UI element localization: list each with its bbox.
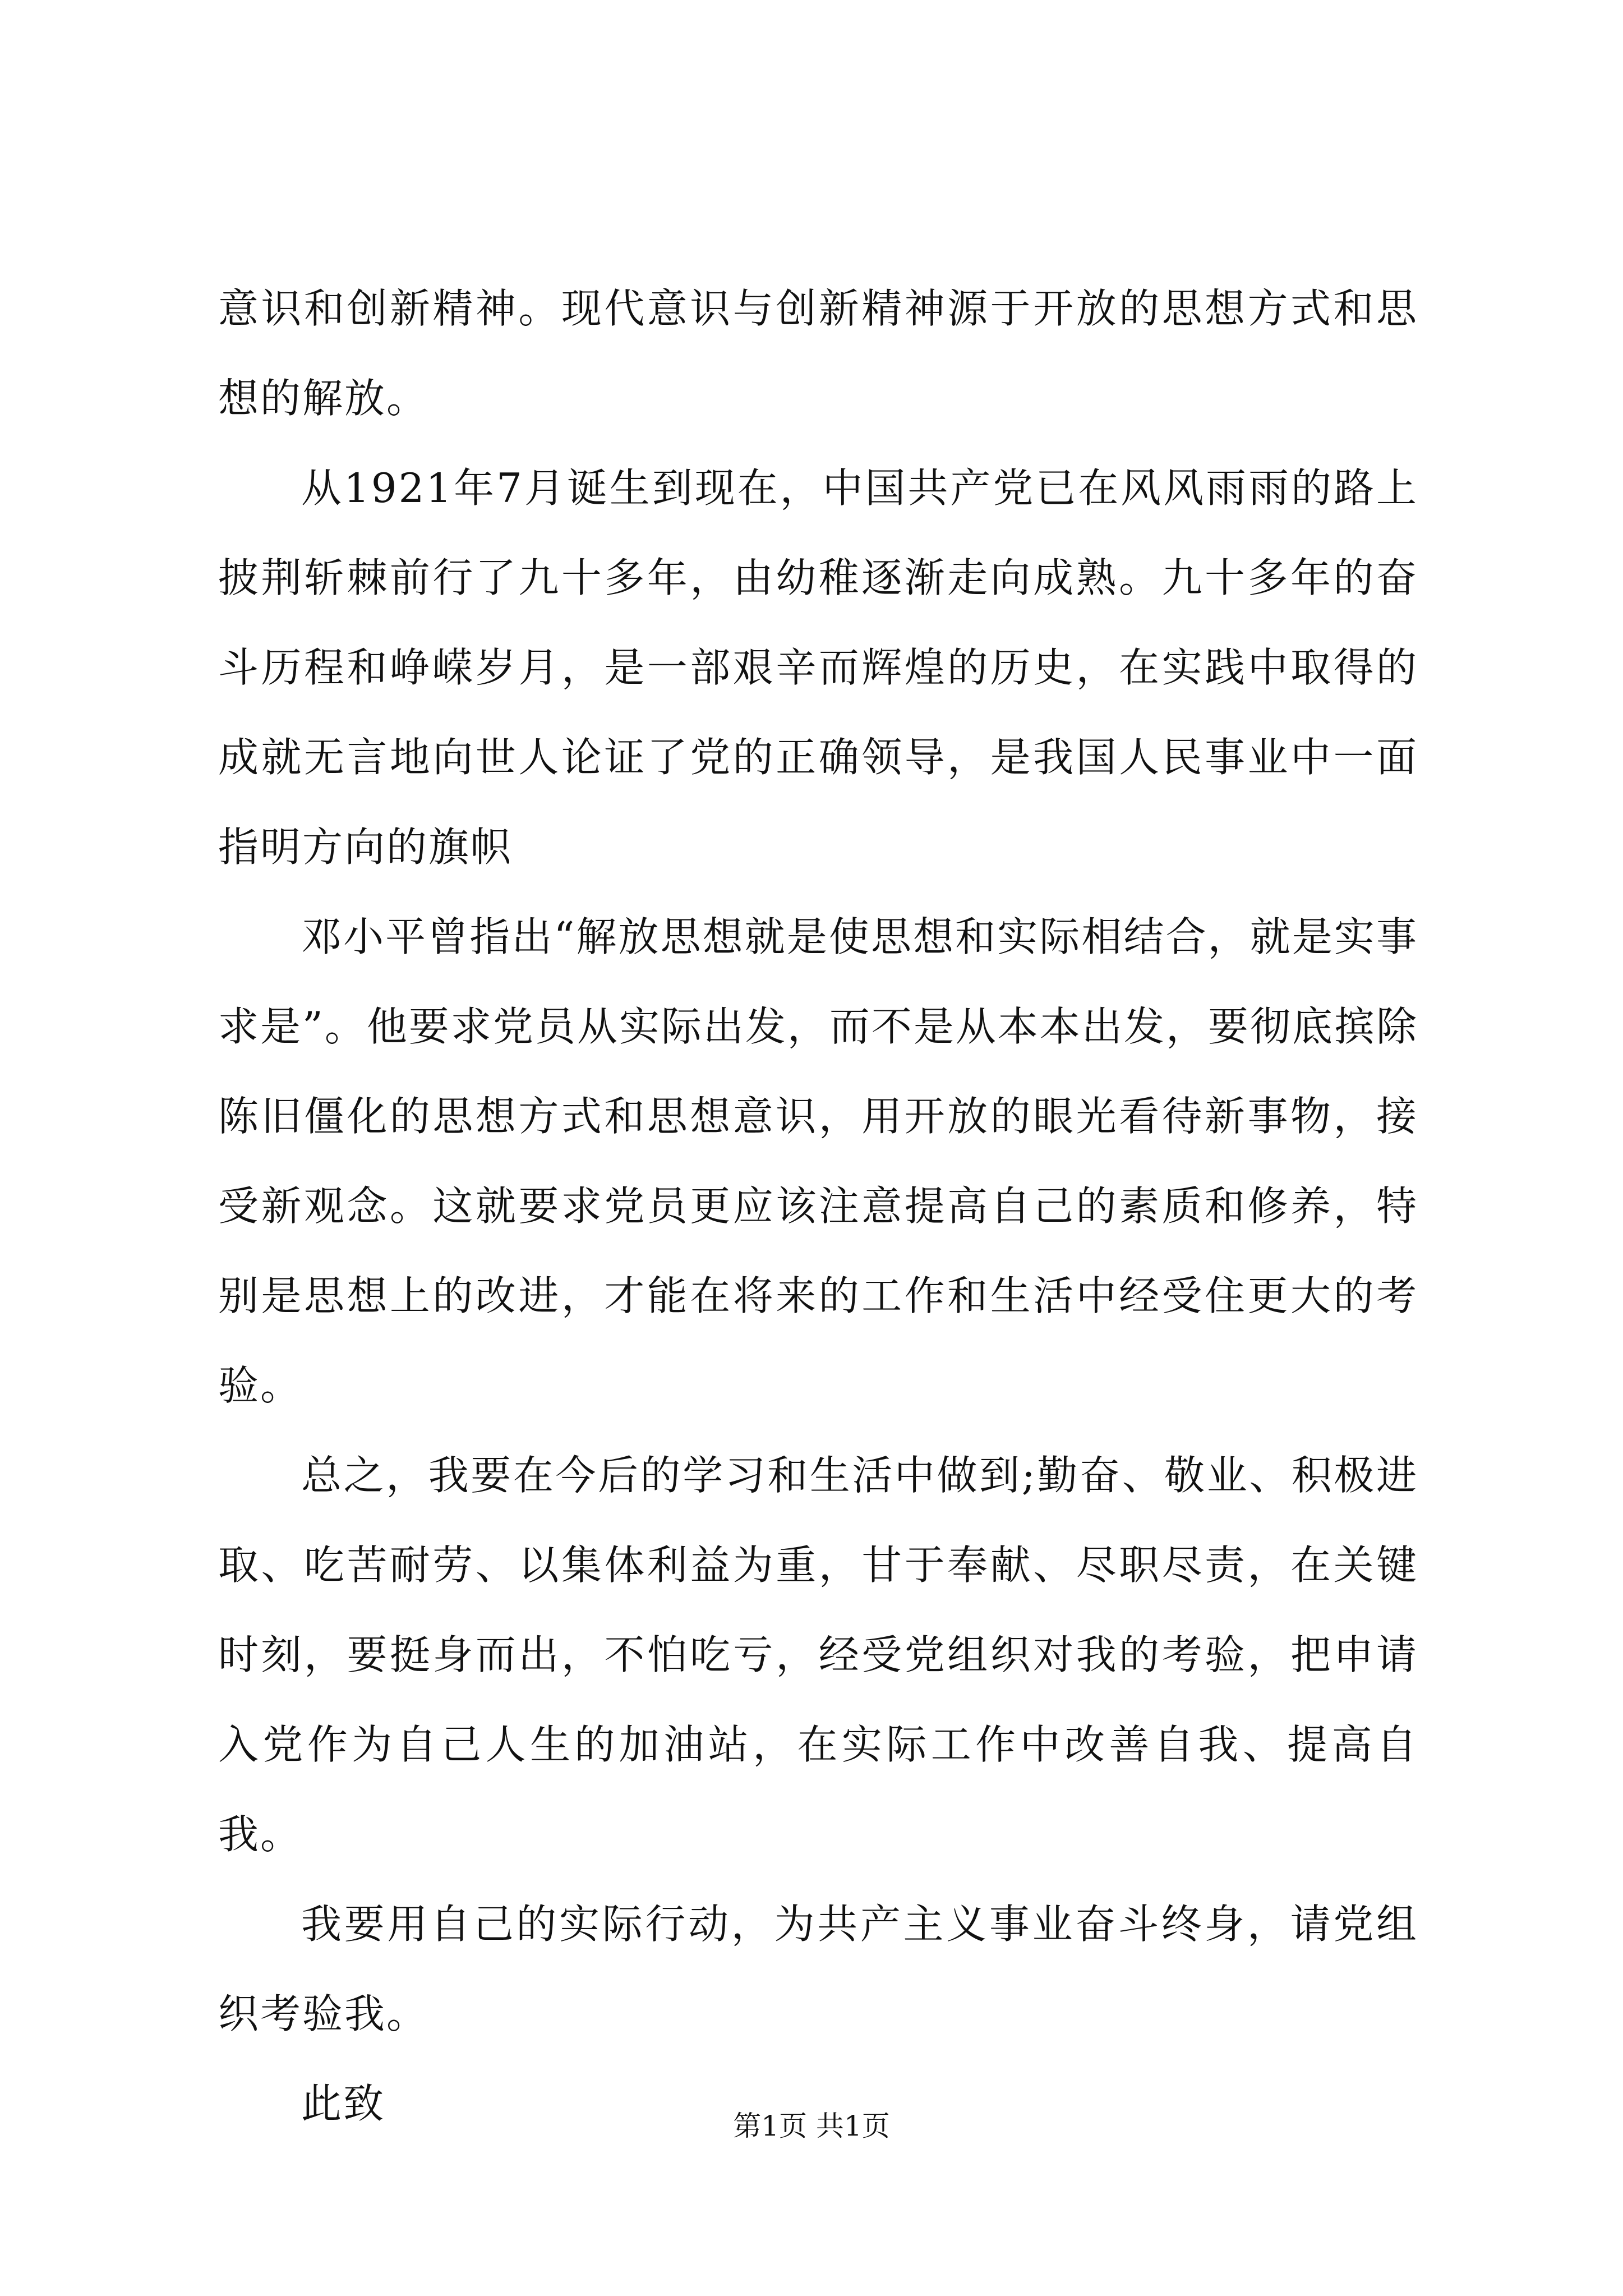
paragraph-continuation: 意识和创新精神。现代意识与创新精神源于开放的思想方式和思想的解放。 bbox=[218, 285, 1418, 422]
paragraph-pledge: 我要用自己的实际行动，为共产主义事业奋斗终身，请党组织考验我。 bbox=[218, 1901, 1418, 2037]
document-body bbox=[218, 264, 1418, 2148]
closing-salutation: 此致 bbox=[301, 2080, 386, 2127]
page-footer: 第1页 共1页 bbox=[733, 2110, 890, 2142]
paragraph-party-history: 从1921年7月诞生到现在，中国共产党已在风风雨雨的路上披荆斩棘前行了九十多年，由幼稚逐渐走向成熟。九十多年的奋斗历程和峥嵘岁月，是一部艰辛而辉煌的历史，在实践中取得的成就无言地向世人论证了党的正确领导，是我国人民事业中一面指明方向的旗帜 bbox=[218, 464, 1418, 871]
paragraph-deng-xiaoping-quote: 邓小平曾指出“解放思想就是使思想和实际相结合，就是实事求是”。他要求党员从实际出发，而不是从本本出发，要彻底摈除陈旧僵化的思想方式和思想意识，用开放的眼光看待新事物，接受新观念。这就要求党员更应该注意提高自己的素质和修养，特别是思想上的改进，才能在将来的工作和生活中经受住更大的考验。 bbox=[218, 913, 1418, 1409]
paragraph-commitments: 总之，我要在今后的学习和生活中做到;勤奋、敬业、积极进取、吃苦耐劳、以集体利益为重，甘于奉献、尽职尽责，在关键时刻，要挺身而出，不怕吃亏，经受党组织对我的考验，把申请入党作为自己人生的加油站，在实际工作中改善自我、提高自我。 bbox=[218, 1452, 1418, 1858]
